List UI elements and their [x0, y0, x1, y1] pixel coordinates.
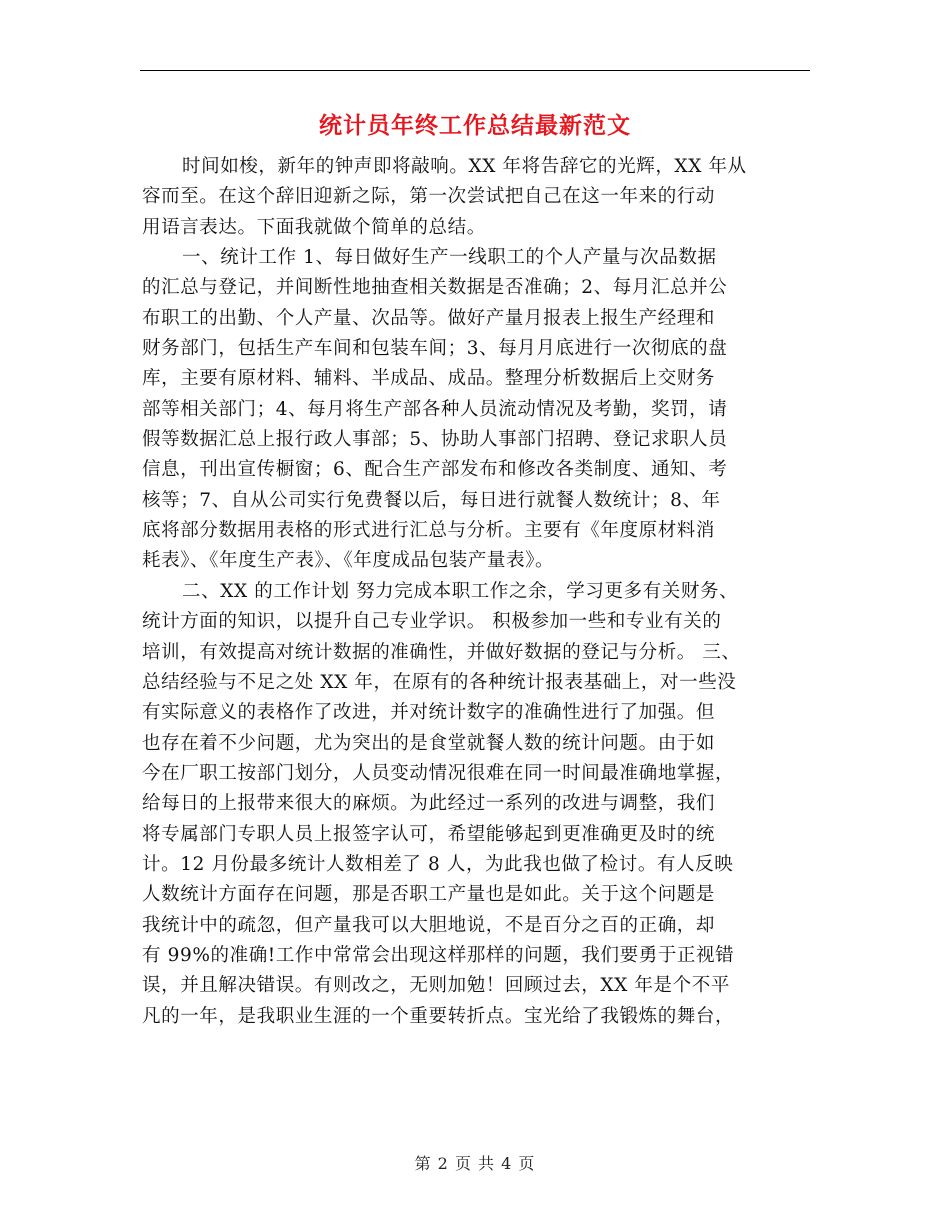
text-line: 有 99%的准确!工作中常常会出现这样那样的问题，我们要勇于正视错	[142, 944, 735, 966]
text-line: 今在厂职工按部门划分，人员变动情况很难在同一时间最准确地掌握，	[142, 762, 735, 784]
text-line: 底将部分数据用表格的形式进行汇总与分析。主要有《年度原材料消	[142, 520, 716, 542]
text-line: 也存在着不少问题，尤为突出的是食堂就餐人数的统计问题。由于如	[142, 732, 716, 754]
text-line: 凡的一年，是我职业生涯的一个重要转折点。宝光给了我锻炼的舞台，	[142, 1005, 735, 1027]
text-line: 一、统计工作 1、每日做好生产一线职工的个人产量与次品数据	[182, 247, 717, 269]
text-line: 有实际意义的表格作了改进，并对统计数字的准确性进行了加强。但	[142, 702, 716, 724]
text-line: 统计方面的知识，以提升自己专业学识。 积极参加一些和专业有关的	[142, 611, 722, 633]
text-line: 人数统计方面存在问题，那是否职工产量也是如此。关于这个问题是	[142, 884, 716, 906]
text-line: 时间如梭，新年的钟声即将敲响。XX 年将告辞它的光辉，XX 年从	[182, 156, 747, 177]
text-line: 我统计中的疏忽，但产量我可以大胆地说，不是百分之百的正确，却	[142, 914, 716, 936]
text-line: 误，并且解决错误。有则改之，无则加勉！回顾过去，XX 年是个不平	[142, 975, 730, 997]
page-number-footer: 第 2 页 共 4 页	[414, 1154, 536, 1173]
text-line: 计。12 月份最多统计人数相差了 8 人，为此我也做了检讨。有人反映	[142, 853, 734, 875]
text-line: 财务部门，包括生产车间和包装车间；3、每月月底进行一次彻底的盘	[142, 338, 728, 360]
text-line: 培训，有效提高对统计数据的准确性，并做好数据的登记与分析。 三、	[142, 641, 741, 663]
text-line: 容而至。在这个辞旧迎新之际，第一次尝试把自己在这一年来的行动	[142, 186, 716, 208]
header-rule	[140, 70, 810, 71]
text-line: 用语言表达。下面我就做个简单的总结。	[142, 216, 486, 238]
text-line: 核等；7、自从公司实行免费餐以后，每日进行就餐人数统计；8、年	[142, 489, 721, 511]
document-body	[142, 152, 810, 1032]
text-line: 布职工的出勤、个人产量、次品等。做好产量月报表上报生产经理和	[142, 307, 716, 329]
text-line: 总结经验与不足之处 XX 年，在原有的各种统计报表基础上，对一些没	[142, 671, 737, 693]
text-line: 部等相关部门；4、每月将生产部各种人员流动情况及考勤，奖罚，请	[142, 398, 728, 420]
text-line: 信息，刊出宣传橱窗；6、配合生产部发布和修改各类制度、通知、考	[142, 459, 728, 481]
text-line: 假等数据汇总上报行政人事部；5、协助人事部门招聘、登记求职人员	[142, 429, 728, 451]
text-line: 库，主要有原材料、辅料、半成品、成品。整理分析数据后上交财务	[142, 368, 716, 390]
text-line: 将专属部门专职人员上报签字认可，希望能够起到更准确更及时的统	[142, 823, 716, 845]
text-line: 给每日的上报带来很大的麻烦。为此经过一系列的改进与调整，我们	[142, 793, 716, 815]
text-line: 的汇总与登记，并间断性地抽查相关数据是否准确；2、每月汇总并公	[142, 277, 728, 299]
text-line: 耗表》、《年度生产表》、《年度成品包装产量表》。	[142, 550, 555, 572]
text-line: 二、XX 的工作计划 努力完成本职工作之余，学习更多有关财务、	[182, 580, 739, 602]
document-title: 统计员年终工作总结最新范文	[319, 112, 631, 139]
